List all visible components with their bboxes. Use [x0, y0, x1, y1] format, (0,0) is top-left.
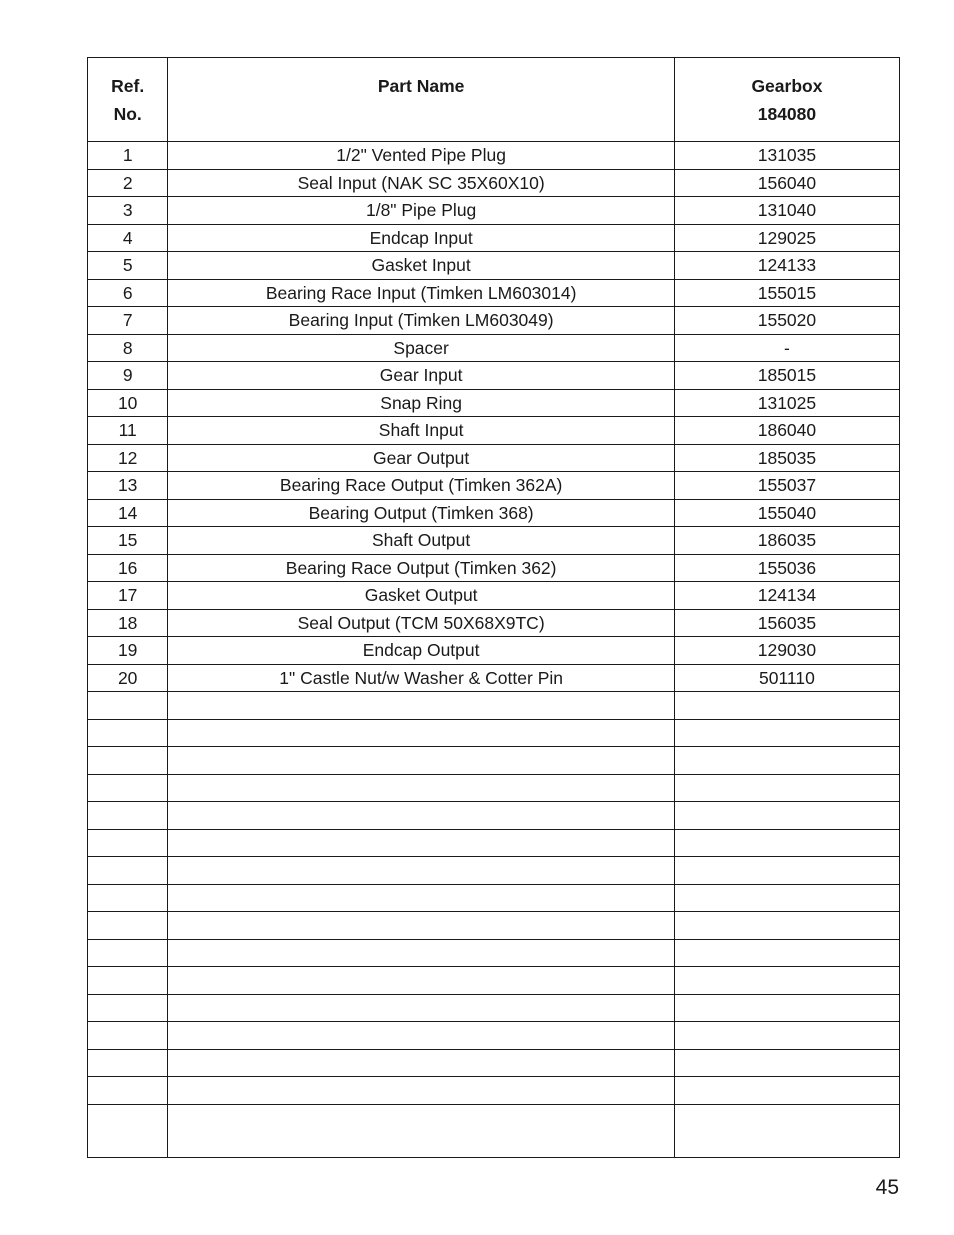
empty-cell — [674, 1077, 899, 1105]
part-number-cell: 501110 — [674, 664, 899, 692]
part-number-cell: 131025 — [674, 389, 899, 417]
empty-cell — [674, 939, 899, 967]
empty-table-row — [88, 719, 900, 747]
empty-cell — [88, 1022, 168, 1050]
table-row — [88, 252, 900, 280]
table-row — [88, 499, 900, 527]
empty-table-row — [88, 1022, 900, 1050]
part-number-cell: 131040 — [674, 197, 899, 225]
table-row — [88, 664, 900, 692]
ref-cell: 6 — [88, 279, 168, 307]
table-row — [88, 169, 900, 197]
part-name-cell: Bearing Race Output (Timken 362) — [168, 554, 674, 582]
empty-cell — [168, 994, 674, 1022]
empty-cell — [88, 747, 168, 775]
ref-cell: 2 — [88, 169, 168, 197]
ref-cell: 3 — [88, 197, 168, 225]
part-name-cell: Shaft Input — [168, 417, 674, 445]
part-number-cell: 155020 — [674, 307, 899, 335]
empty-cell — [168, 967, 674, 995]
empty-table-row — [88, 884, 900, 912]
table-row — [88, 554, 900, 582]
ref-cell: 14 — [88, 499, 168, 527]
header-ref-no — [88, 58, 168, 142]
part-number-cell: 155036 — [674, 554, 899, 582]
part-name-cell: Endcap Input — [168, 224, 674, 252]
part-name-cell: Bearing Race Output (Timken 362A) — [168, 472, 674, 500]
empty-cell — [168, 912, 674, 940]
part-number-cell: 129025 — [674, 224, 899, 252]
table-header-row — [88, 58, 900, 142]
empty-cell — [168, 692, 674, 720]
empty-cell — [88, 1104, 168, 1157]
header-gearbox-line1: Gearbox — [751, 75, 823, 96]
ref-cell: 17 — [88, 582, 168, 610]
empty-cell — [88, 884, 168, 912]
empty-cell — [168, 802, 674, 830]
empty-cell — [168, 747, 674, 775]
part-name-cell: Seal Input (NAK SC 35X60X10) — [168, 169, 674, 197]
parts-list-table — [87, 57, 900, 1158]
table-row — [88, 637, 900, 665]
empty-cell — [674, 829, 899, 857]
part-number-cell: 131035 — [674, 142, 899, 170]
part-number-cell: 185015 — [674, 362, 899, 390]
empty-cell — [88, 857, 168, 885]
part-number-cell: 124134 — [674, 582, 899, 610]
empty-cell — [674, 774, 899, 802]
part-name-cell: Gasket Input — [168, 252, 674, 280]
header-ref-line2: No. — [113, 103, 142, 124]
part-number-cell: 186040 — [674, 417, 899, 445]
ref-cell: 1 — [88, 142, 168, 170]
ref-cell: 13 — [88, 472, 168, 500]
empty-cell — [88, 829, 168, 857]
table-body — [88, 142, 900, 1158]
header-gearbox — [674, 58, 899, 142]
empty-table-row — [88, 747, 900, 775]
empty-cell — [674, 1022, 899, 1050]
empty-table-row — [88, 802, 900, 830]
empty-cell — [674, 719, 899, 747]
part-name-cell: Gear Output — [168, 444, 674, 472]
header-ref-line1: Ref. — [111, 75, 145, 96]
part-name-cell: Bearing Race Input (Timken LM603014) — [168, 279, 674, 307]
empty-cell — [674, 967, 899, 995]
ref-cell: 12 — [88, 444, 168, 472]
empty-table-row — [88, 1077, 900, 1105]
empty-table-row — [88, 994, 900, 1022]
part-number-cell: 155040 — [674, 499, 899, 527]
empty-table-row — [88, 1049, 900, 1077]
empty-cell — [88, 719, 168, 747]
part-name-cell: Spacer — [168, 334, 674, 362]
ref-cell: 10 — [88, 389, 168, 417]
empty-table-row — [88, 939, 900, 967]
empty-cell — [168, 719, 674, 747]
part-name-cell: 1/2" Vented Pipe Plug — [168, 142, 674, 170]
empty-cell — [168, 884, 674, 912]
part-name-cell: Bearing Output (Timken 368) — [168, 499, 674, 527]
empty-table-row — [88, 829, 900, 857]
table-row — [88, 527, 900, 555]
empty-cell — [674, 1104, 899, 1157]
part-number-cell: 129030 — [674, 637, 899, 665]
empty-cell — [674, 884, 899, 912]
empty-cell — [674, 912, 899, 940]
part-number-cell: 124133 — [674, 252, 899, 280]
empty-cell — [168, 774, 674, 802]
table-row — [88, 142, 900, 170]
ref-cell: 18 — [88, 609, 168, 637]
part-number-cell: 155037 — [674, 472, 899, 500]
empty-cell — [168, 1022, 674, 1050]
header-gearbox-line2: 184080 — [757, 103, 817, 124]
part-name-cell: Gear Input — [168, 362, 674, 390]
part-number-cell: 156035 — [674, 609, 899, 637]
page-number: 45 — [875, 1176, 899, 1199]
part-name-cell: Bearing Input (Timken LM603049) — [168, 307, 674, 335]
empty-cell — [88, 774, 168, 802]
header-part-name-label: Part Name — [377, 75, 465, 96]
part-number-cell: 156040 — [674, 169, 899, 197]
empty-cell — [674, 802, 899, 830]
empty-cell — [168, 1104, 674, 1157]
empty-cell — [168, 939, 674, 967]
ref-cell: 16 — [88, 554, 168, 582]
table-row — [88, 472, 900, 500]
empty-cell — [88, 802, 168, 830]
empty-cell — [168, 857, 674, 885]
part-name-cell: Gasket Output — [168, 582, 674, 610]
ref-cell: 19 — [88, 637, 168, 665]
empty-cell — [88, 967, 168, 995]
table-row — [88, 417, 900, 445]
table-row — [88, 362, 900, 390]
ref-cell: 11 — [88, 417, 168, 445]
part-name-cell: Seal Output (TCM 50X68X9TC) — [168, 609, 674, 637]
empty-cell — [88, 1077, 168, 1105]
part-name-cell: Endcap Output — [168, 637, 674, 665]
table-row — [88, 444, 900, 472]
part-number-cell: 155015 — [674, 279, 899, 307]
table-row — [88, 307, 900, 335]
part-name-cell: Snap Ring — [168, 389, 674, 417]
ref-cell: 5 — [88, 252, 168, 280]
empty-cell — [88, 1049, 168, 1077]
empty-cell — [168, 1077, 674, 1105]
part-name-cell: Shaft Output — [168, 527, 674, 555]
empty-cell — [168, 1049, 674, 1077]
ref-cell: 9 — [88, 362, 168, 390]
empty-cell — [88, 692, 168, 720]
ref-cell: 15 — [88, 527, 168, 555]
table-row — [88, 224, 900, 252]
empty-table-row — [88, 912, 900, 940]
empty-table-row — [88, 774, 900, 802]
empty-cell — [674, 1049, 899, 1077]
empty-cell — [88, 994, 168, 1022]
empty-table-row — [88, 857, 900, 885]
empty-cell — [674, 692, 899, 720]
table-row — [88, 334, 900, 362]
ref-cell: 20 — [88, 664, 168, 692]
part-name-cell: 1/8" Pipe Plug — [168, 197, 674, 225]
empty-cell — [88, 912, 168, 940]
empty-table-row — [88, 692, 900, 720]
empty-cell — [168, 829, 674, 857]
empty-cell — [88, 939, 168, 967]
empty-cell — [674, 994, 899, 1022]
part-number-cell: 185035 — [674, 444, 899, 472]
table-row — [88, 279, 900, 307]
table-row — [88, 582, 900, 610]
table-row — [88, 197, 900, 225]
header-part-name — [168, 58, 674, 142]
part-name-cell: 1" Castle Nut/w Washer & Cotter Pin — [168, 664, 674, 692]
ref-cell: 8 — [88, 334, 168, 362]
empty-table-row — [88, 1104, 900, 1157]
empty-cell — [674, 747, 899, 775]
part-number-cell: 186035 — [674, 527, 899, 555]
table-row — [88, 389, 900, 417]
ref-cell: 7 — [88, 307, 168, 335]
empty-cell — [674, 857, 899, 885]
ref-cell: 4 — [88, 224, 168, 252]
part-number-cell: - — [674, 334, 899, 362]
table-row — [88, 609, 900, 637]
empty-table-row — [88, 967, 900, 995]
